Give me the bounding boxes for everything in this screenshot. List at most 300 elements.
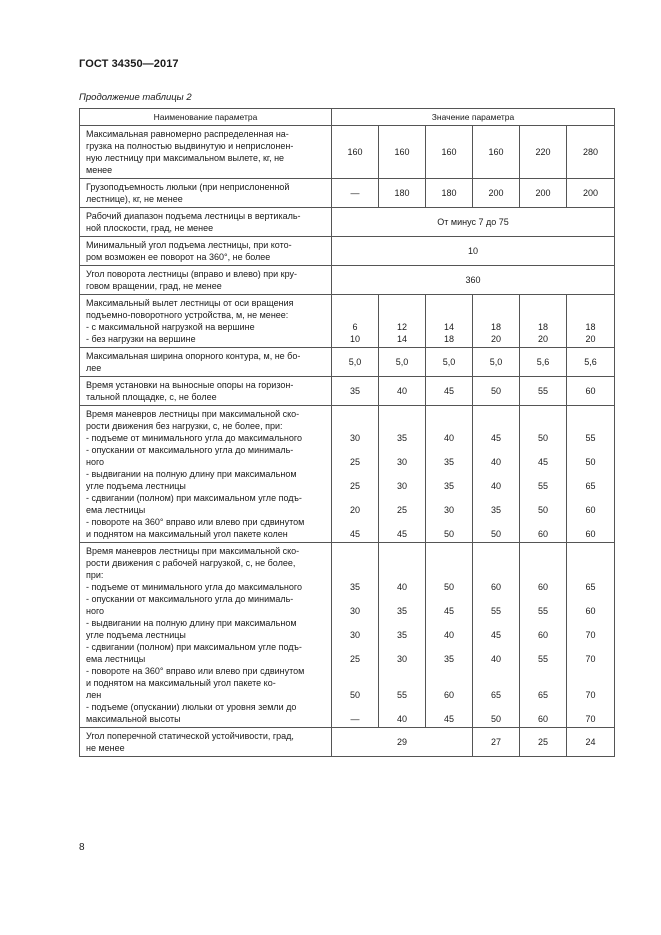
- parameter-name-line: менее: [86, 165, 113, 175]
- spacer: [567, 309, 614, 321]
- sub-value: 35: [443, 457, 454, 467]
- spacer: [426, 444, 472, 456]
- spacer: [426, 408, 472, 420]
- parameter-name-line: Рабочий диапазон подъема лестницы в вертикаль-: [86, 211, 301, 221]
- spacer: [520, 408, 566, 420]
- sub-value: 70: [585, 714, 596, 724]
- sub-value: 25: [349, 457, 360, 467]
- sub-parameter-line: - опускании от максимального угла до минималь-: [86, 594, 294, 604]
- spacer: [473, 593, 519, 605]
- sub-value: 25: [349, 481, 360, 491]
- parameter-name: [80, 126, 332, 179]
- value-cell: 5,0: [426, 348, 473, 377]
- value-cell: 5,0: [379, 348, 426, 377]
- value-cell: [332, 406, 379, 543]
- sub-parameter-line: - подъеме (опускании) люльки от уровня земли до: [86, 702, 297, 712]
- value-cell: 5,0: [332, 348, 379, 377]
- parameter-name-line: Минимальный угол подъема лестницы, при кото-: [86, 240, 292, 250]
- sub-value: 14: [443, 322, 454, 332]
- spacer: [520, 297, 566, 309]
- sub-value: 40: [396, 714, 407, 724]
- sub-value: 55: [396, 690, 407, 700]
- value-cell: 25: [520, 728, 567, 757]
- parameter-name-line: Угол поворота лестницы (вправо и влево) при кру-: [86, 269, 297, 279]
- spacer: [520, 545, 566, 557]
- table-body: [80, 126, 615, 757]
- sub-value: 45: [490, 433, 501, 443]
- spacer: [426, 641, 472, 653]
- spacer: [426, 617, 472, 629]
- sub-value: 50: [443, 529, 454, 539]
- sub-parameter-line: - выдвигании на полную длину при максимальном: [86, 618, 297, 628]
- spacer: [379, 492, 425, 504]
- spacer: [567, 444, 614, 456]
- parameter-name-line: тальной площадке, с, не более: [86, 392, 217, 402]
- sub-value: 35: [490, 505, 501, 515]
- spacer: [520, 593, 566, 605]
- spacer: [379, 545, 425, 557]
- spacer: [473, 309, 519, 321]
- sub-value: 40: [490, 481, 501, 491]
- value-cell: [473, 295, 520, 348]
- parameter-name-line: лестнице), кг, не менее: [86, 194, 183, 204]
- spacer: [473, 420, 519, 432]
- value-cell-merged: 10: [332, 237, 615, 266]
- parameter-name-line: Максимальная равномерно распределенная на-: [86, 129, 289, 139]
- value-cell: 200: [473, 179, 520, 208]
- spacer: [379, 677, 425, 689]
- spacer: [332, 516, 378, 528]
- spacer: [520, 701, 566, 713]
- parameter-name-line: Максимальный вылет лестницы от оси вращения: [86, 298, 294, 308]
- sub-parameter-line: максимальной высоты: [86, 714, 181, 724]
- sub-parameter-line: угле подъема лестницы: [86, 630, 186, 640]
- sub-parameter-line: ного: [86, 606, 105, 616]
- spacer: [473, 297, 519, 309]
- parameter-name-line: подъемно-поворотного устройства, м, не менее:: [86, 310, 289, 320]
- spacer: [520, 665, 566, 677]
- spacer: [332, 297, 378, 309]
- sub-value: 40: [490, 654, 501, 664]
- sub-value: 45: [443, 606, 454, 616]
- column-header-parameter: Наименование параметра: [80, 109, 332, 126]
- sub-value: 30: [396, 654, 407, 664]
- spacer: [567, 468, 614, 480]
- spacer: [332, 309, 378, 321]
- parameter-name-line: говом вращении, град, не менее: [86, 281, 222, 291]
- sub-value: 18: [490, 322, 501, 332]
- spacer: [426, 468, 472, 480]
- parameter-name: [80, 377, 332, 406]
- value-cell: 5,0: [473, 348, 520, 377]
- spacer: [567, 677, 614, 689]
- value-cell: [473, 543, 520, 728]
- sub-parameter-line: - опускании от максимального угла до минималь-: [86, 445, 294, 455]
- parameter-name-line: при:: [86, 570, 104, 580]
- sub-value: 18: [585, 322, 596, 332]
- parameter-name: [80, 406, 332, 543]
- value-cell: 55: [520, 377, 567, 406]
- spacer: [379, 297, 425, 309]
- table-row: [80, 348, 615, 377]
- sub-value: 60: [585, 529, 596, 539]
- sub-value: 65: [537, 690, 548, 700]
- sub-value: 45: [490, 630, 501, 640]
- sub-parameter-line: - подъеме от минимального угла до максимального: [86, 433, 302, 443]
- sub-value: 50: [585, 457, 596, 467]
- value-cell: 45: [426, 377, 473, 406]
- sub-value: 30: [396, 457, 407, 467]
- spacer: [473, 665, 519, 677]
- spacer: [379, 444, 425, 456]
- sub-value: 35: [443, 654, 454, 664]
- sub-value: 18: [443, 334, 454, 344]
- spacer: [426, 665, 472, 677]
- value-cell: —: [332, 179, 379, 208]
- value-cell-merged: 360: [332, 266, 615, 295]
- spacer: [473, 545, 519, 557]
- sub-value: 45: [537, 457, 548, 467]
- spacer: [379, 569, 425, 581]
- sub-value: 60: [443, 690, 454, 700]
- sub-value: 60: [537, 582, 548, 592]
- value-cell: 160: [379, 126, 426, 179]
- spacer: [379, 617, 425, 629]
- spacer: [567, 408, 614, 420]
- sub-parameter-line: - повороте на 360° вправо или влево при сдвинутом: [86, 517, 305, 527]
- spacer: [567, 557, 614, 569]
- spacer: [379, 665, 425, 677]
- sub-parameter-line: и поднятом на максимальный угол пакете ко-: [86, 678, 276, 688]
- sub-parameter-line: - с максимальной нагрузкой на вершине: [86, 322, 255, 332]
- sub-value: 25: [349, 654, 360, 664]
- value-cell: [379, 543, 426, 728]
- spacer: [520, 516, 566, 528]
- value-cell: 24: [567, 728, 615, 757]
- spacer: [426, 701, 472, 713]
- value-cell: 220: [520, 126, 567, 179]
- sub-value: 50: [490, 714, 501, 724]
- sub-value: 50: [490, 529, 501, 539]
- sub-value: 40: [490, 457, 501, 467]
- parameter-name: [80, 295, 332, 348]
- sub-value: 35: [396, 433, 407, 443]
- spacer: [379, 593, 425, 605]
- spacer: [473, 557, 519, 569]
- parameters-table: [79, 108, 615, 757]
- sub-parameter-line: и поднятом на максимальный угол пакете колен: [86, 529, 288, 539]
- spacer: [332, 557, 378, 569]
- spacer: [567, 593, 614, 605]
- value-cell: 35: [332, 377, 379, 406]
- sub-value: 18: [537, 322, 548, 332]
- spacer: [473, 701, 519, 713]
- sub-value: 25: [396, 505, 407, 515]
- sub-value: 10: [349, 334, 360, 344]
- table-row: [80, 208, 615, 237]
- spacer: [473, 468, 519, 480]
- parameter-name: [80, 208, 332, 237]
- sub-value: 60: [585, 505, 596, 515]
- sub-value: 50: [443, 582, 454, 592]
- sub-value: 14: [396, 334, 407, 344]
- spacer: [332, 420, 378, 432]
- sub-value: 65: [585, 481, 596, 491]
- sub-value: 60: [537, 714, 548, 724]
- spacer: [332, 701, 378, 713]
- sub-parameter-line: ного: [86, 457, 105, 467]
- spacer: [567, 665, 614, 677]
- sub-value: 70: [585, 690, 596, 700]
- spacer: [567, 641, 614, 653]
- value-cell: 5,6: [520, 348, 567, 377]
- sub-value: 30: [349, 433, 360, 443]
- sub-value: 60: [537, 529, 548, 539]
- sub-value: 60: [585, 606, 596, 616]
- parameter-name: [80, 237, 332, 266]
- value-cell: 27: [473, 728, 520, 757]
- value-cell: [473, 406, 520, 543]
- sub-value: 35: [443, 481, 454, 491]
- spacer: [473, 408, 519, 420]
- value-cell: [332, 295, 379, 348]
- value-cell: 200: [520, 179, 567, 208]
- spacer: [520, 617, 566, 629]
- value-cell: 50: [473, 377, 520, 406]
- parameter-name-line: рости движения без нагрузки, с, не более, при:: [86, 421, 283, 431]
- parameter-name-line: ную лестницу при максимальном вылете, кг, не: [86, 153, 285, 163]
- value-cell: 180: [426, 179, 473, 208]
- spacer: [473, 617, 519, 629]
- spacer: [379, 420, 425, 432]
- sub-value: 65: [585, 582, 596, 592]
- value-cell: 160: [473, 126, 520, 179]
- spacer: [520, 420, 566, 432]
- spacer: [567, 569, 614, 581]
- page-number: 8: [79, 842, 85, 853]
- spacer: [426, 309, 472, 321]
- value-cell-merged: 29: [332, 728, 473, 757]
- spacer: [332, 408, 378, 420]
- value-cell: [426, 295, 473, 348]
- value-cell: 40: [379, 377, 426, 406]
- sub-value: 12: [396, 322, 407, 332]
- value-cell: [567, 295, 615, 348]
- spacer: [520, 492, 566, 504]
- sub-value: 55: [537, 481, 548, 491]
- table-header-row: [80, 109, 615, 126]
- sub-value: 6: [352, 322, 358, 332]
- spacer: [567, 516, 614, 528]
- value-cell: [520, 406, 567, 543]
- value-cell: 5,6: [567, 348, 615, 377]
- sub-value: 50: [537, 505, 548, 515]
- sub-value: 30: [443, 505, 454, 515]
- value-cell: [379, 295, 426, 348]
- value-cell: [426, 406, 473, 543]
- parameter-name-line: не менее: [86, 743, 125, 753]
- sub-value: 70: [585, 654, 596, 664]
- spacer: [520, 569, 566, 581]
- spacer: [379, 701, 425, 713]
- spacer: [520, 641, 566, 653]
- table-row: [80, 728, 615, 757]
- spacer: [426, 569, 472, 581]
- sub-value: 45: [396, 529, 407, 539]
- spacer: [426, 557, 472, 569]
- sub-value: 45: [443, 714, 454, 724]
- spacer: [332, 677, 378, 689]
- sub-parameter-line: - без нагрузки на вершине: [86, 334, 196, 344]
- table-row: [80, 543, 615, 728]
- spacer: [520, 444, 566, 456]
- value-cell-merged: От минус 7 до 75: [332, 208, 615, 237]
- spacer: [332, 492, 378, 504]
- sub-parameter-line: ема лестницы: [86, 505, 146, 515]
- spacer: [332, 569, 378, 581]
- parameter-name: [80, 543, 332, 728]
- sub-value: 30: [396, 481, 407, 491]
- sub-parameter-line: лен: [86, 690, 102, 700]
- value-cell: 60: [567, 377, 615, 406]
- sub-value: 55: [537, 606, 548, 616]
- value-cell: [379, 406, 426, 543]
- sub-value: 35: [396, 606, 407, 616]
- sub-value: 20: [585, 334, 596, 344]
- spacer: [473, 641, 519, 653]
- table-row: [80, 377, 615, 406]
- sub-value: 70: [585, 630, 596, 640]
- sub-value: 35: [349, 582, 360, 592]
- spacer: [426, 516, 472, 528]
- sub-value: 40: [443, 433, 454, 443]
- sub-value: 50: [537, 433, 548, 443]
- parameter-name-line: ной плоскости, град, не менее: [86, 223, 214, 233]
- spacer: [567, 492, 614, 504]
- spacer: [332, 665, 378, 677]
- sub-parameter-line: - повороте на 360° вправо или влево при сдвинутом: [86, 666, 305, 676]
- sub-value: 40: [396, 582, 407, 592]
- spacer: [567, 545, 614, 557]
- table-row: [80, 179, 615, 208]
- spacer: [426, 297, 472, 309]
- table-continuation-caption: Продолжение таблицы 2: [79, 92, 192, 103]
- value-cell: 180: [379, 179, 426, 208]
- spacer: [567, 617, 614, 629]
- sub-parameter-line: - сдвигании (полном) при максимальном угле подъ-: [86, 493, 302, 503]
- parameter-name-line: Время маневров лестницы при максимальной ско-: [86, 546, 300, 556]
- spacer: [473, 677, 519, 689]
- sub-parameter-line: ема лестницы: [86, 654, 146, 664]
- value-cell: [332, 543, 379, 728]
- value-cell: [520, 543, 567, 728]
- sub-value: 20: [349, 505, 360, 515]
- spacer: [379, 516, 425, 528]
- spacer: [379, 408, 425, 420]
- spacer: [426, 593, 472, 605]
- parameter-name-line: Грузоподъемность люльки (при неприслоненной: [86, 182, 290, 192]
- table-row: [80, 237, 615, 266]
- spacer: [426, 420, 472, 432]
- sub-parameter-line: - сдвигании (полном) при максимальном угле подъ-: [86, 642, 302, 652]
- value-cell: [567, 543, 615, 728]
- sub-value: 40: [443, 630, 454, 640]
- parameter-name: [80, 179, 332, 208]
- spacer: [332, 641, 378, 653]
- spacer: [520, 468, 566, 480]
- sub-parameter-line: - подъеме от минимального угла до максимального: [86, 582, 302, 592]
- sub-value: 20: [537, 334, 548, 344]
- value-cell: [520, 295, 567, 348]
- spacer: [379, 641, 425, 653]
- sub-value: 30: [349, 630, 360, 640]
- sub-value: —: [350, 714, 360, 724]
- sub-value: 20: [490, 334, 501, 344]
- table-row: [80, 266, 615, 295]
- column-header-value: Значение параметра: [332, 109, 615, 126]
- sub-parameter-line: угле подъема лестницы: [86, 481, 186, 491]
- spacer: [473, 444, 519, 456]
- spacer: [379, 557, 425, 569]
- sub-value: 50: [349, 690, 360, 700]
- table-row: [80, 295, 615, 348]
- parameter-name-line: грузка на полностью выдвинутую и неприслонен-: [86, 141, 294, 151]
- parameter-name-line: Максимальная ширина опорного контура, м, не бо-: [86, 351, 301, 361]
- table-row: [80, 406, 615, 543]
- sub-value: 65: [490, 690, 501, 700]
- spacer: [332, 617, 378, 629]
- spacer: [332, 444, 378, 456]
- parameter-name-line: Время установки на выносные опоры на горизон-: [86, 380, 294, 390]
- value-cell: 200: [567, 179, 615, 208]
- parameter-name-line: ром возможен ее поворот на 360°, не более: [86, 252, 271, 262]
- spacer: [426, 677, 472, 689]
- value-cell: 160: [426, 126, 473, 179]
- spacer: [332, 545, 378, 557]
- parameter-name-line: рости движения с рабочей нагрузкой, с, не более,: [86, 558, 296, 568]
- sub-value: 55: [585, 433, 596, 443]
- table-row: [80, 126, 615, 179]
- parameter-name-line: Время маневров лестницы при максимальной ско-: [86, 409, 300, 419]
- spacer: [379, 468, 425, 480]
- sub-value: 60: [537, 630, 548, 640]
- spacer: [426, 545, 472, 557]
- value-cell: [567, 406, 615, 543]
- spacer: [567, 420, 614, 432]
- sub-value: 55: [490, 606, 501, 616]
- spacer: [520, 557, 566, 569]
- value-cell: [426, 543, 473, 728]
- spacer: [332, 593, 378, 605]
- parameter-name: [80, 348, 332, 377]
- spacer: [473, 569, 519, 581]
- parameter-name-line: Угол поперечной статической устойчивости, град,: [86, 731, 294, 741]
- spacer: [520, 309, 566, 321]
- sub-value: 45: [349, 529, 360, 539]
- spacer: [332, 468, 378, 480]
- spacer: [473, 516, 519, 528]
- spacer: [520, 677, 566, 689]
- spacer: [567, 297, 614, 309]
- standard-title: ГОСТ 34350—2017: [79, 58, 179, 70]
- sub-value: 35: [396, 630, 407, 640]
- sub-value: 55: [537, 654, 548, 664]
- sub-value: 60: [490, 582, 501, 592]
- sub-value: 30: [349, 606, 360, 616]
- parameter-name: [80, 266, 332, 295]
- spacer: [379, 309, 425, 321]
- parameter-name: [80, 728, 332, 757]
